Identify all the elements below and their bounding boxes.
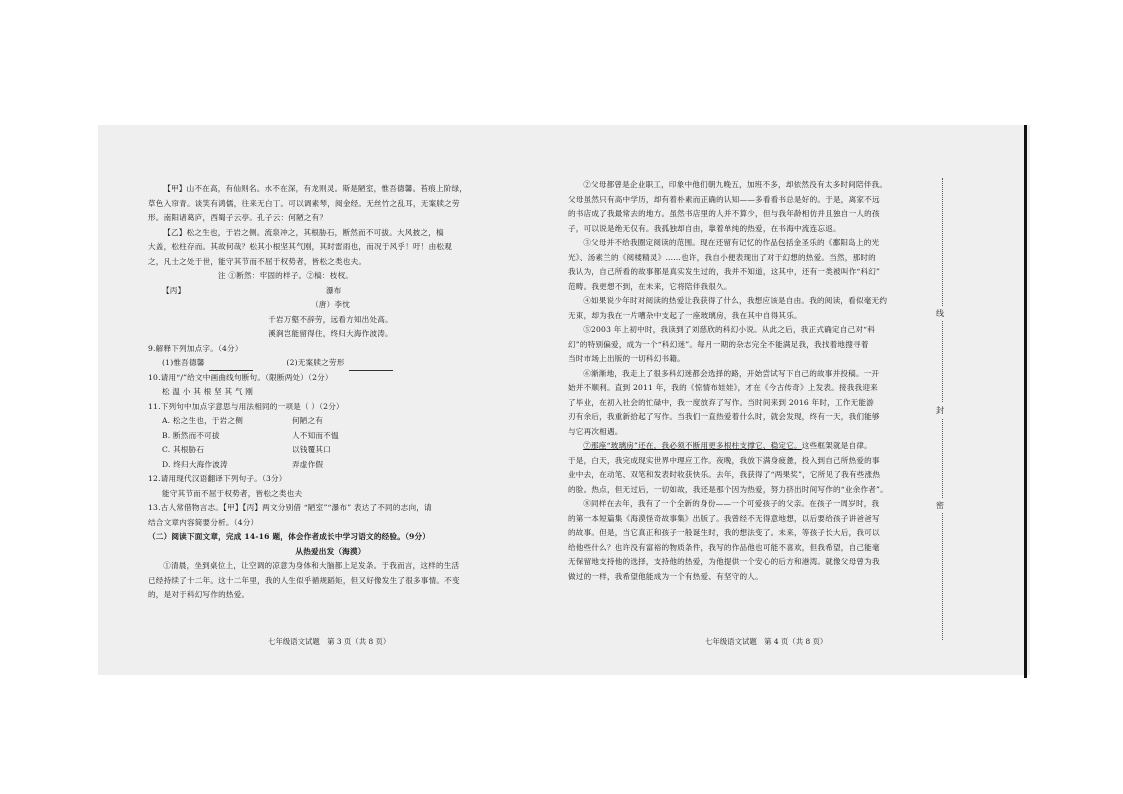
article-paragraph-line: ③父母并不给我圈定阅读的范围。现在还留有记忆的作品包括金圣乐的《鄱阳岛上的光 — [583, 238, 880, 247]
article-paragraph-line: 光》、汤素兰的《阅楼精灵》……也许，我自小便表现出了对于幻想的热爱。当然，那时的 — [568, 252, 876, 262]
article-paragraph-line: 子，可以说是绝无仅有。我孤独却自由，靠着单纯的热爱，在书海中流连忘返。 — [568, 223, 841, 233]
article-paragraph-line: ⑧同样在去年，我有了一个全新的身份——一个可爱孩子的父亲。在孩子一周岁时，我 — [583, 499, 880, 508]
article-paragraph-line: 与它再次相遇。 — [568, 426, 623, 436]
underlined-sentence: ⑦那座“玻璃房”还在，我必须不断用更多根柱支撑它、稳定它。 — [583, 441, 802, 450]
article-paragraph-line: 无保留地支持他的选择，支持他的热爱，为他提供一个安心的后方和港湾。就像父母曾为我 — [568, 557, 880, 566]
article-paragraph-line: 已经持续了十二年。这十二年里，我的人生似乎循规蹈矩，但又好像发生了很多事情。不变 — [148, 575, 460, 585]
question-12-sentence: 能守其节而不屈于权势者，皆松之类也夫 — [162, 488, 303, 498]
article-paragraph-line: 始并不顺利。直到 2011 年，我的《惊情布娃娃》，才在《今古传奇》上发表。接我我迎来 — [568, 383, 878, 392]
passage-bing-label: 【丙】 — [162, 285, 186, 295]
article-paragraph-line: 的第一本短篇集《海漠怪奇故事集》出版了。我曾经不无得意地想，以后要给孩子讲爸爸写 — [568, 513, 880, 523]
article-paragraph-line: 当时市场上出版的一切科幻书籍。 — [568, 354, 685, 363]
article-title: 从热爱出发（海漠） — [295, 546, 366, 556]
section-heading: （二）阅读下面文章，完成 14-16 题，体会作者成长中学习语文的经验。（9分） — [148, 532, 431, 541]
passage-jia-line: 形。南阳诸葛庐，西蜀子云亭。孔子云：何陋之有？ — [148, 213, 328, 222]
paragraph-text: 这些框架就是自律。 — [801, 441, 872, 450]
question-13: 结合文章内容简要分析。（4分） — [148, 517, 259, 527]
article-paragraph-line: ①清晨，坐到桌位上，让空调的凉意为身体和大脑都上足发条。于我而言，这样的生活 — [163, 561, 460, 570]
article-paragraph-line: 了毕业，在初入社会的忙碌中，我一度放弃了写作。当时间来到 2016 年时，工作无能游 — [568, 397, 874, 407]
article-paragraph-line: 给他些什么？也许没有富裕的物质条件，我写的作品他也可能不喜欢，但我希望，自己能毫 — [568, 542, 880, 552]
option-right: 以钱覆其口 — [292, 445, 331, 454]
article-paragraph-line: 的书店成了我最常去的地方。虽然书店里的人并不算少，但与我年龄相仿并且独自一人的孩 — [568, 209, 880, 218]
article-paragraph-line: 的故事。但是，当它真正和孩子一般诞生时，我的想法变了。未来，等孩子长大后，我可以 — [568, 528, 880, 537]
question-9-item: (1)惟吾德馨 — [162, 358, 205, 367]
article-paragraph-line: ④如果说少年时对阅读的热爱让我获得了什么，我想应该是自由。我的阅读，看似毫无约 — [583, 296, 888, 305]
article-paragraph-line: 刃有余后，我重新拾起了写作。当我们一直热爱着什么时，就会发现，终有一天，我们能够 — [568, 412, 880, 421]
question-13: 13.古人常借物言志。【甲】【丙】两文分别借 “陋室”“瀑布” 表达了不同的志向，请 — [148, 503, 432, 512]
question-10-sentence: 松 温 小 其 根 坚 其 气 刚 — [162, 387, 254, 396]
option-right: 弄虚作假 — [292, 459, 324, 469]
question-10: 10.请用“/”给文中画曲线句断句。（限断两处）（2分） — [148, 372, 333, 382]
passage-bing-header — [148, 284, 513, 299]
article-paragraph-line: 父母虽然只有高中学历，却有着朴素而正确的认知——多看看书总是好的。于是，离家不远 — [568, 194, 880, 204]
option-left: D. 终归大海作波涛 — [162, 459, 228, 469]
page-footer: 七年级语文试题 第 4 页（共 8 页） — [705, 637, 828, 646]
passage-note: 注 ①断然：牢固的样子。②槁：枝杈。 — [218, 271, 354, 280]
article-paragraph-line: 的，是对于科幻写作的热爱。 — [148, 590, 250, 599]
article-paragraph-line: 我认为，自己所看的故事都是真实发生过的，我并不知道，这其中，还有一类被叫作“科幻” — [568, 267, 881, 276]
poem-author: （唐）李忱 — [311, 300, 350, 309]
binding-edge-line — [1024, 125, 1027, 678]
article-paragraph-line: ⑤2003 年上初中时，我读到了刘慈欣的科幻小说。从此之后，我正式确定自己对“科 — [583, 325, 875, 334]
option-right: 人不知而不愠 — [292, 430, 339, 440]
binding-label: 密 — [936, 498, 944, 513]
question-9-items — [148, 356, 513, 371]
article-paragraph-line — [568, 439, 930, 454]
passage-yi-line: 【乙】松之生也，于岩之侧。流泉冲之，其根胁石，断然而不可拔。大风披之，槁 — [163, 227, 444, 237]
passage-yi-line: 大盖，松柱存而。其故何哉？松其小根坚其气刚，其时雷雨也，而况于风乎！吁！由松观 — [148, 242, 452, 251]
question-11-option — [148, 429, 513, 444]
article-paragraph-line: ②父母都曾是企业职工，印象中他们朝九晚五，加班不多，却依然没有太多时间陪伴我。 — [583, 180, 888, 189]
question-11-option — [148, 458, 513, 473]
passage-yi-line: 之，凡士之处于世，能守其节而不屈于权势者，皆松之类也夫。 — [148, 256, 367, 266]
binding-label: 线 — [936, 306, 944, 321]
option-left: B. 断然而不可拔 — [162, 430, 220, 440]
page-footer: 七年级语文试题 第 3 页（共 8 页） — [268, 637, 391, 646]
question-11-option — [148, 414, 513, 429]
question-9-item: (2)无案牍之劳形 — [286, 358, 345, 367]
option-right: 何陋之有 — [292, 416, 324, 425]
right-page — [568, 178, 930, 584]
question-11-option — [148, 443, 513, 458]
passage-jia-line: 【甲】山不在高，有仙则名。水不在深，有龙则灵。斯是陋室，惟吾德馨。苔痕上阶绿， — [163, 184, 468, 193]
poem-line: 千岩万壑不辞劳，远看方知出处高。 — [268, 314, 393, 324]
article-paragraph-line: 幻”的特别偏爱，成为一个“科幻迷”。每月一期的杂志完全不能满足我，我找着地搜寻着 — [568, 339, 869, 349]
question-9: 9.解释下列加点字。（4分） — [148, 343, 243, 353]
article-paragraph-line: 无束，却为我在一片嘈杂中支起了一座玻璃房，我在其中自得其乐。 — [568, 310, 802, 320]
article-paragraph-line: 业中去，在动笔、双笔和发表时收获快乐。去年，我获得了“两果奖”，它所见了我有些涨热 — [568, 470, 881, 479]
answer-blank[interactable] — [349, 370, 393, 371]
article-paragraph-line: 的脸。热点，但无过后，一切如故，我还是那个因为热爱，努力挤出时间写作的“业余作者”。 — [568, 484, 888, 494]
passage-jia-line: 草色入帘青。谈笑有鸿儒，往来无白丁。可以调素琴，阅金经。无丝竹之乱耳，无案牍之劳 — [148, 198, 460, 208]
option-left: C. 其根胁石 — [162, 445, 205, 454]
option-left: A. 松之生也，于岩之侧 — [162, 416, 244, 425]
article-paragraph-line: 范畴。我更想不到，在未来，它将陪伴我很久。 — [568, 281, 732, 291]
poem-title: 瀑布 — [326, 285, 342, 295]
article-paragraph-line: 于是，白天，我完成现实世界中理应工作。夜晚，我放下满身疲惫，投入到自己所热爱的事 — [568, 455, 880, 465]
article-paragraph-line: ⑥渐渐地，我走上了很多科幻迷都会选择的路，开始尝试写下自己的故事并投稿。一开 — [583, 368, 880, 378]
question-11: 11.下列句中加点字意思与用法相同的一项是（ ）（2分） — [148, 401, 344, 411]
article-paragraph-line: 做过的一样，我希望他能成为一个有热爱、有坚守的人。 — [568, 571, 763, 581]
question-12: 12.请用现代汉语翻译下列句子。（3分） — [148, 474, 287, 483]
left-page — [148, 182, 513, 603]
binding-label: 封 — [936, 403, 944, 418]
poem-line: 溪涧岂能留得住，终归大海作波涛。 — [268, 329, 393, 338]
